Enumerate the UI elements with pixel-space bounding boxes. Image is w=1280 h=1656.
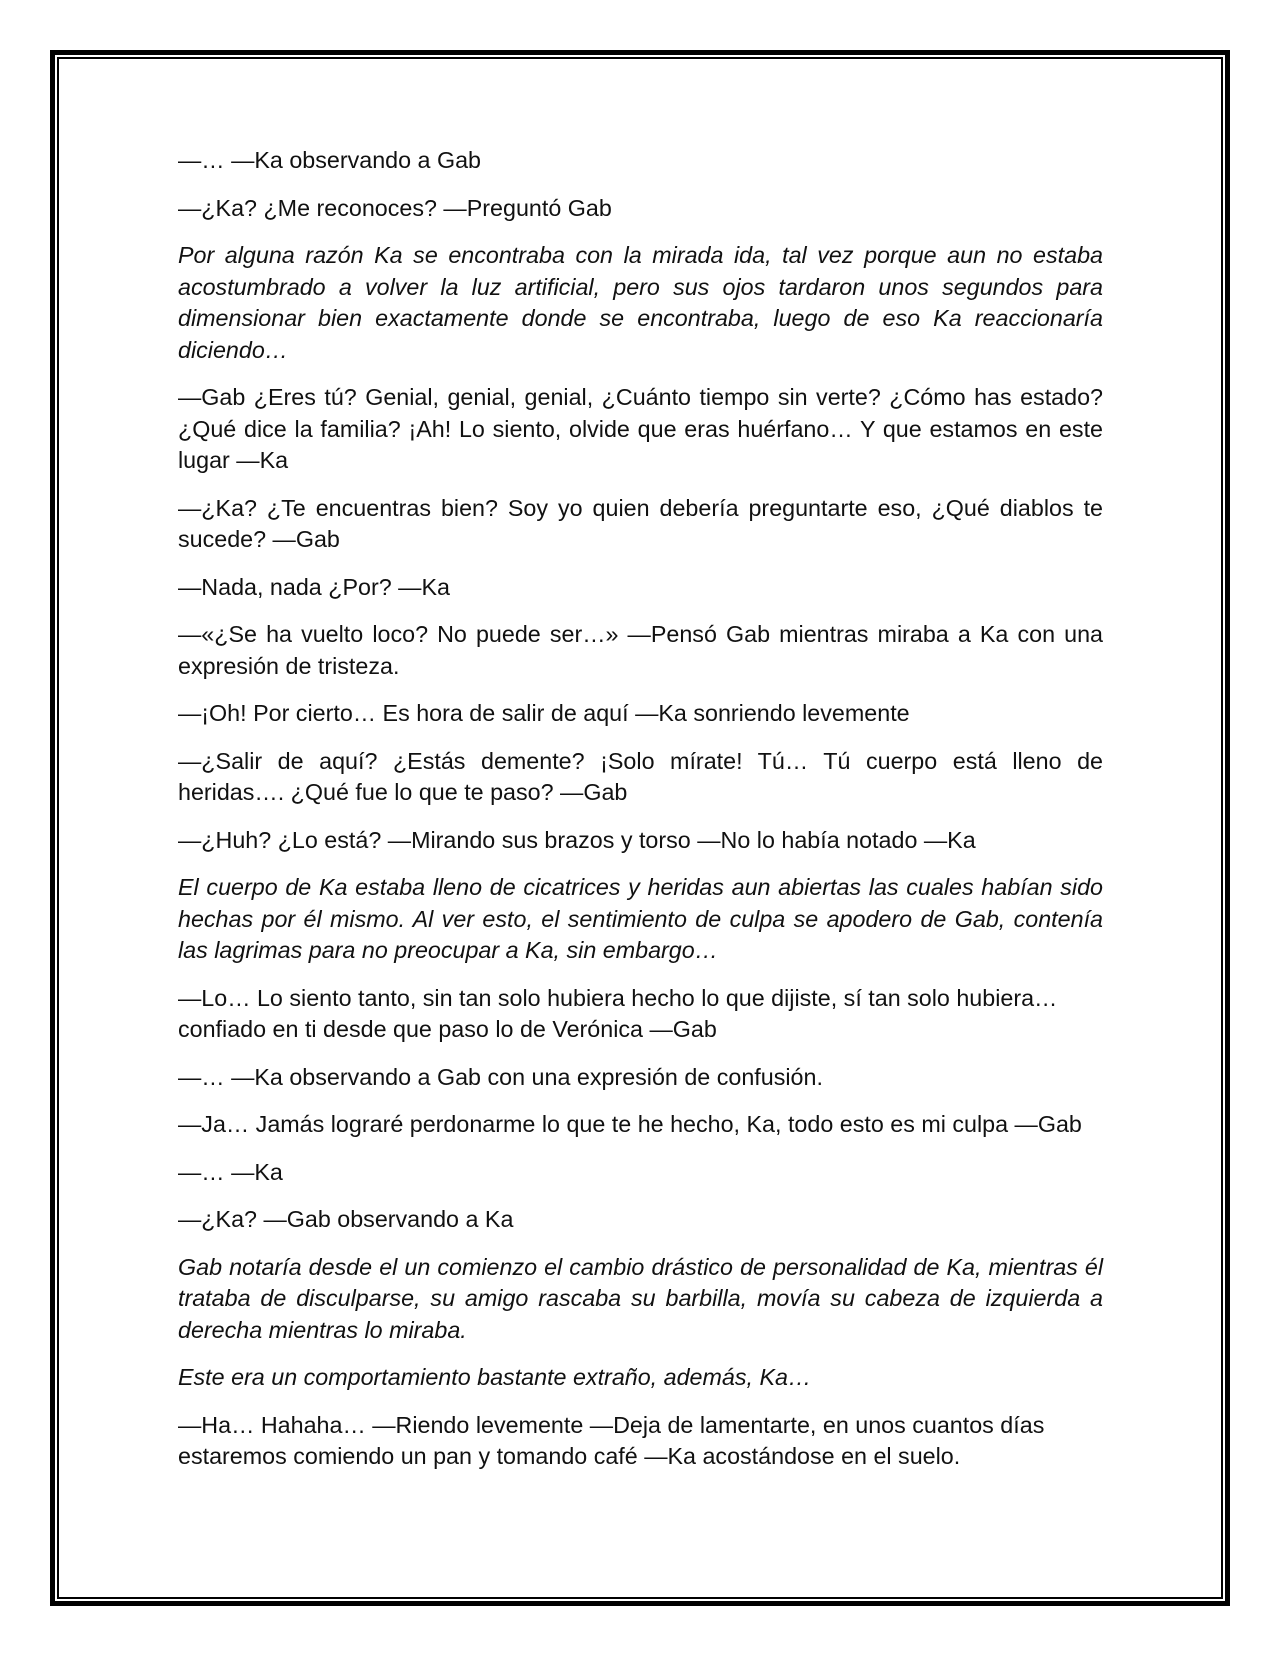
dialogue-paragraph: —Lo… Lo siento tanto, sin tan solo hubiera hecho lo que dijiste, sí tan solo hubiera… confiado en ti desde que paso lo de Verónica —Gab <box>178 984 1058 1042</box>
dialogue-paragraph: —Ha… Hahaha… —Riendo levemente —Deja de lamentarte, en unos cuantos días estaremos comiendo un pan y tomando café —Ka acostándose en el suelo. <box>178 1411 1045 1469</box>
dialogue-paragraph: —¿Salir de aquí? ¿Estás demente? ¡Solo mírate! Tú… Tú cuerpo está lleno de heridas…. ¿Qué fue lo que te paso? —Gab <box>178 747 1103 805</box>
dialogue-paragraph: —Gab ¿Eres tú? Genial, genial, genial, ¿Cuánto tiempo sin verte? ¿Cómo has estado? ¿Qué dice la familia? ¡Ah! Lo siento, olvide que eras huérfano… Y que estamos en este lugar —Ka <box>178 384 1103 473</box>
dialogue-paragraph: —Nada, nada ¿Por? —Ka <box>178 573 450 600</box>
dialogue-paragraph: —¡Oh! Por cierto… Es hora de salir de aquí —Ka sonriendo levemente <box>178 700 910 726</box>
dialogue-paragraph: —¿Ka? ¿Me reconoces? —Preguntó Gab <box>178 194 612 221</box>
dialogue-paragraph: —«¿Se ha vuelto loco? No puede ser…» —Pensó Gab mientras miraba a Ka con una expresión de tristeza. <box>178 621 1103 679</box>
dialogue-paragraph: —¿Huh? ¿Lo está? —Mirando sus brazos y torso —No lo había notado —Ka <box>178 826 976 853</box>
dialogue-paragraph: —¿Ka? —Gab observando a Ka <box>178 1206 514 1232</box>
narration-paragraph: Por alguna razón Ka se encontraba con la mirada ida, tal vez porque aun no estaba acostumbrado a volver la luz artificial, pero sus ojos tardaron unos segundos para dimensionar bien exactamente donde se encontraba, luego de eso Ka reaccionaría diciendo… <box>178 242 1103 363</box>
dialogue-paragraph: —¿Ka? ¿Te encuentras bien? Soy yo quien debería preguntarte eso, ¿Qué diablos te sucede? —Gab <box>178 494 1103 552</box>
dialogue-paragraph: —… —Ka <box>178 1158 283 1185</box>
narration-paragraph: El cuerpo de Ka estaba lleno de cicatrices y heridas aun abiertas las cuales habían sido hechas por él mismo. Al ver esto, el sentimiento de culpa se apodero de Gab, contenía las lagrimas para no preocupar a Ka, sin embargo… <box>178 874 1103 963</box>
dialogue-paragraph: —… —Ka observando a Gab <box>178 147 482 173</box>
document-body <box>178 145 1103 1489</box>
narration-paragraph: Gab notaría desde el un comienzo el cambio drástico de personalidad de Ka, mientras él trataba de disculparse, su amigo rascaba su barbilla, movía su cabeza de izquierda a derecha mientras lo miraba. <box>178 1253 1103 1343</box>
narration-paragraph: Este era un comportamiento bastante extraño, además, Ka… <box>178 1364 812 1390</box>
dialogue-paragraph: —Ja… Jamás lograré perdonarme lo que te he hecho, Ka, todo esto es mi culpa —Gab <box>178 1111 1082 1137</box>
dialogue-paragraph: —… —Ka observando a Gab con una expresión de confusión. <box>178 1063 823 1090</box>
